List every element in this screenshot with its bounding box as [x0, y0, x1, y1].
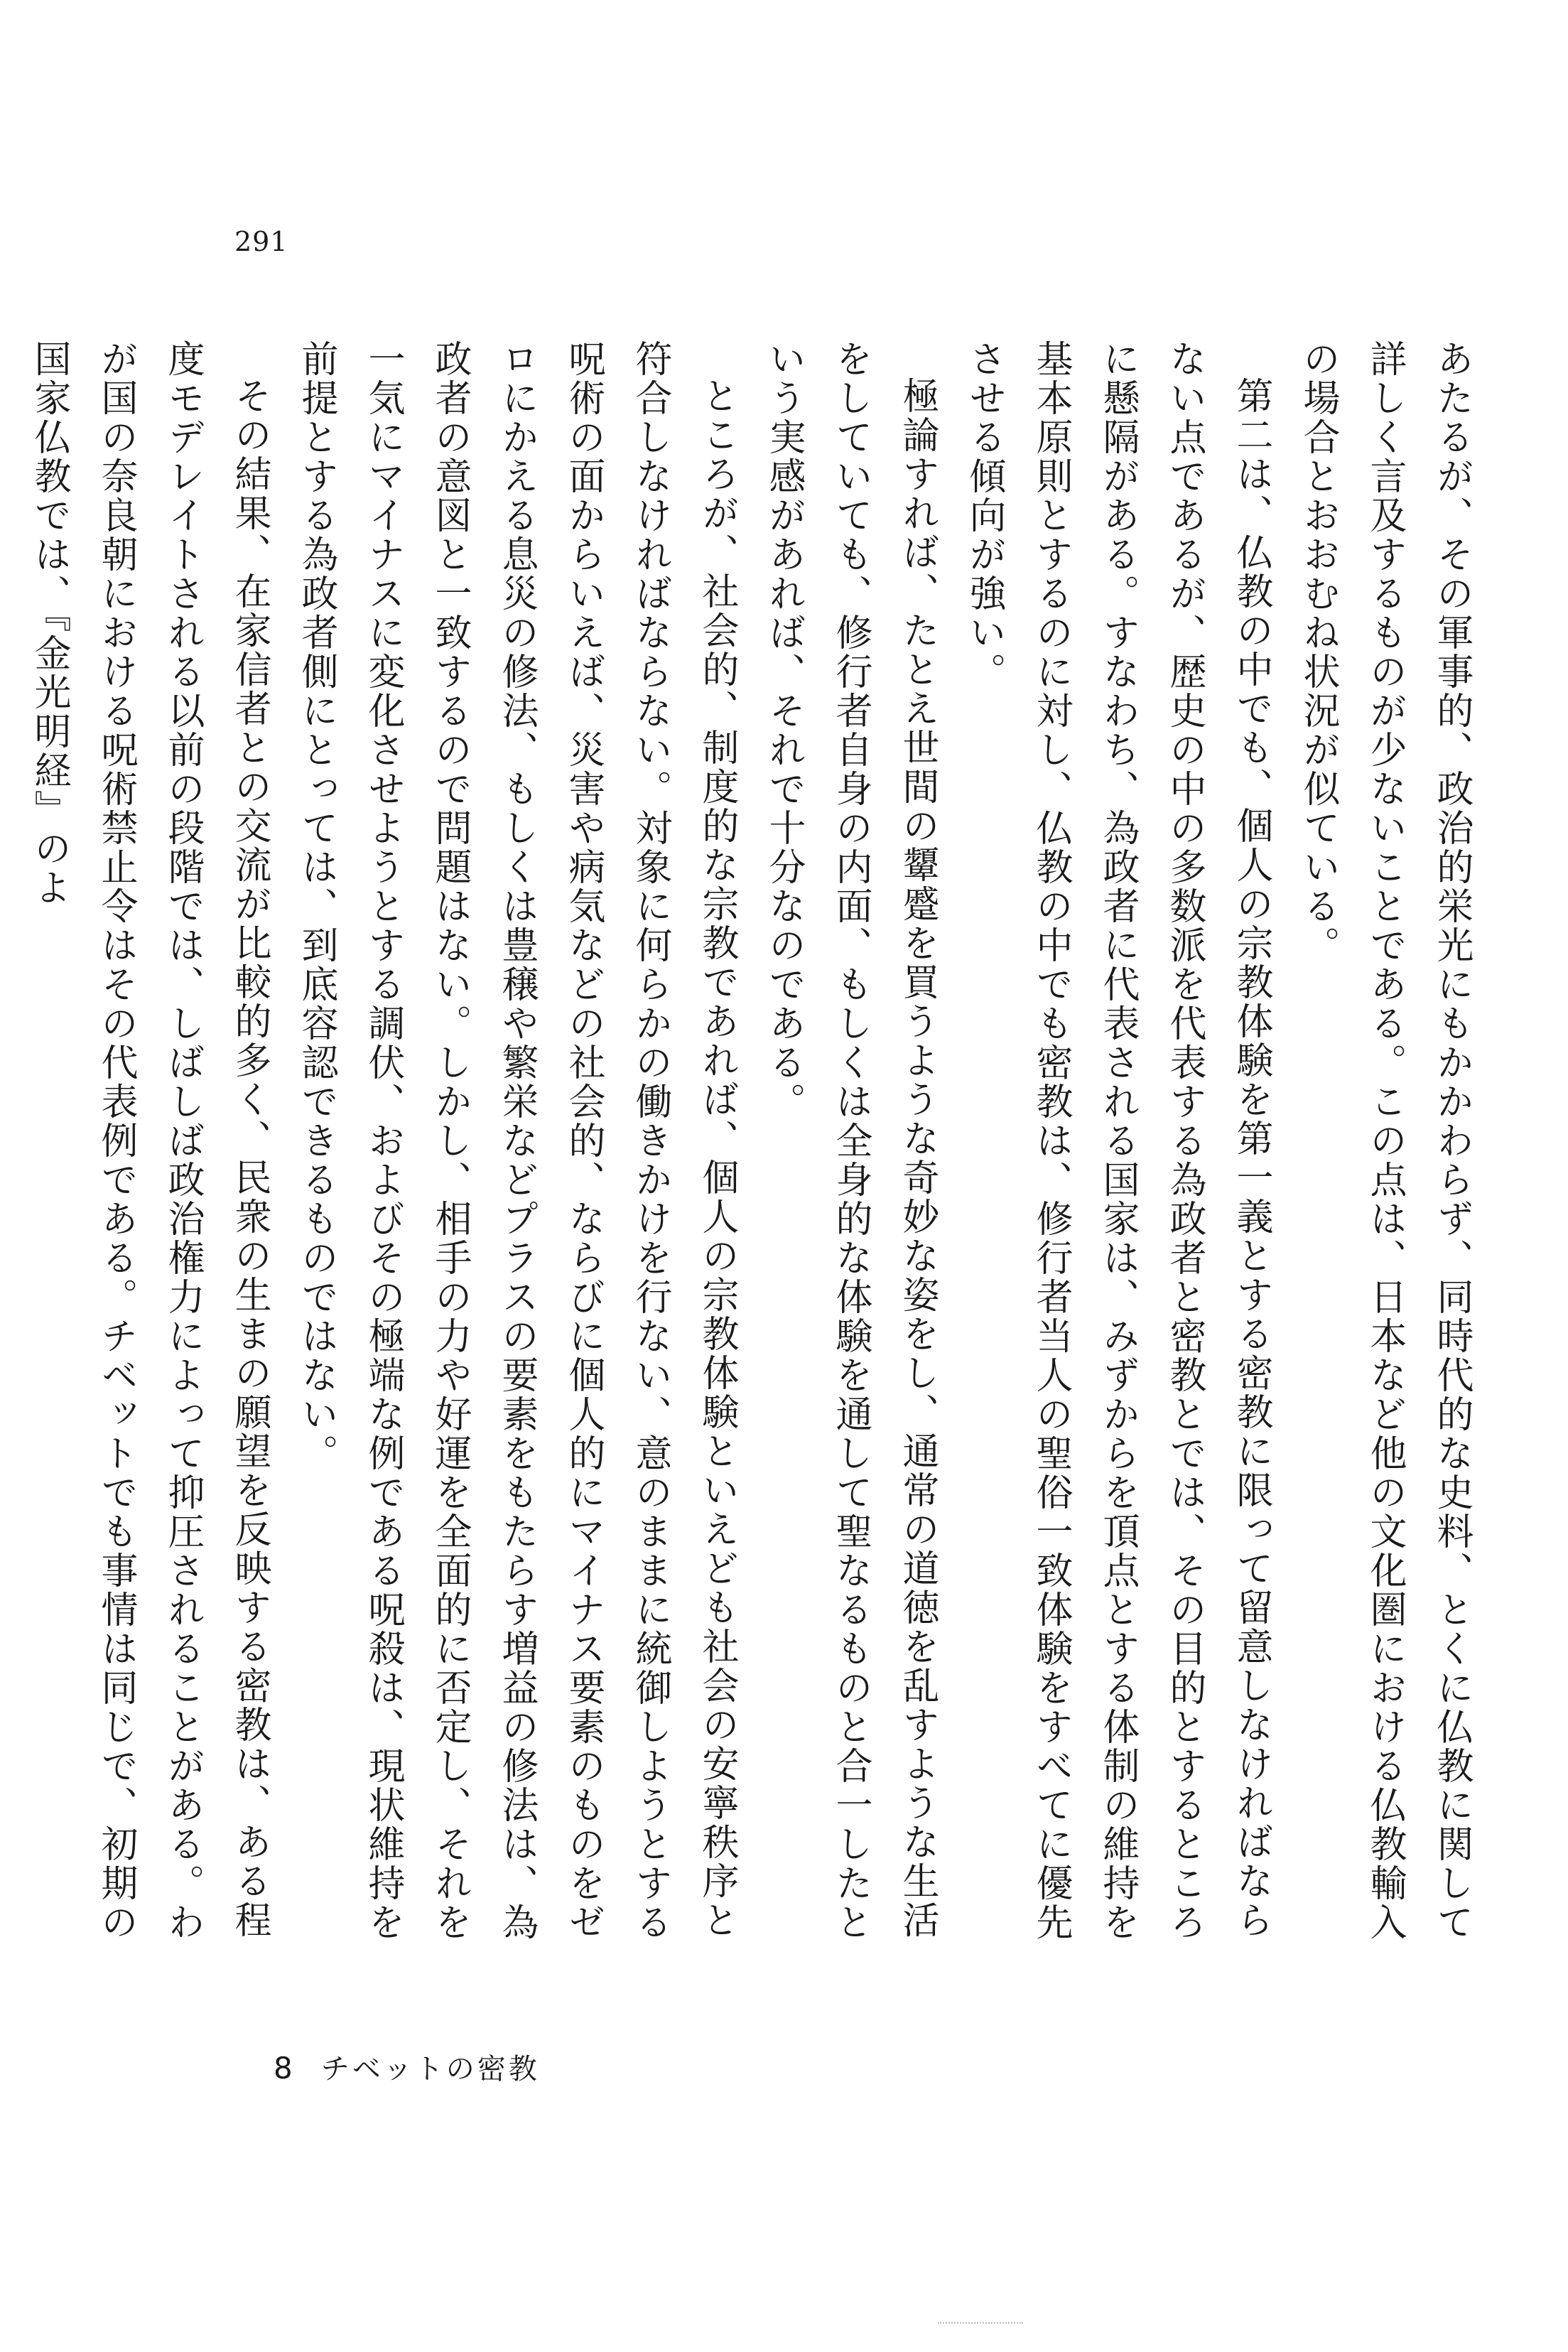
paragraph-3: 極論すれば、たとえ世間の顰蹙を買うような奇妙な姿をし、通常の道徳を乱すような生活をしていても、修行者自身の内面、もしくは全身的な体験を通して聖なるものと合一したという実感があれば、それで十分なのである。 — [762, 340, 939, 1942]
page-number: 291 — [234, 226, 288, 257]
running-footer — [274, 2046, 540, 2087]
scan-artifact — [938, 2322, 1023, 2326]
chapter-title: チベットの密教 — [320, 2053, 540, 2086]
paragraph-4: ところが、社会的、制度的な宗教であれば、個人の宗教体験といえども社会の安寧秩序と符合しなければならない。対象に何らかの働きかけを行ない、意のままに統御しようとする呪術の面からいえば、災害や病気などの社会的、ならびに個人的にマイナス要素のものをゼロにかえる息災の修法、もしくは豊穣や繁栄などプラスの要素をもたらす増益の修法は、為政者の意図と一致するので問題はない。しかし、相手の力や好運を全面的に否定し、それを一気にマイナスに変化させようとする調伏、およびその極端な例である呪殺は、現状維持を前提とする為政者側にとっては、到底容認できるものではない。 — [295, 340, 738, 1942]
body-text — [28, 340, 1485, 1974]
paragraph-1: あたるが、その軍事的、政治的栄光にもかかわらず、同時代的な史料、とくに仏教に関して詳しく言及するものが少ないことである。この点は、日本など他の文化圏における仏教輸入の場合とおおむね状況が似ている。 — [1297, 340, 1473, 1942]
chapter-number: 8 — [274, 2051, 293, 2086]
paragraph-5: その結果、在家信者との交流が比較的多く、民衆の生まの願望を反映する密教は、ある程度モデレイトされる以前の段階では、しばしば政治権力によって抑圧されることがある。わが国の奈良朝における呪術禁止令はその代表例である。チベットでも事情は同じで、初期の国家仏教では、『金光明経』のよ — [28, 340, 271, 1942]
paragraph-2: 第二は、仏教の中でも、個人の宗教体験を第一義とする密教に限って留意しなければならない点であるが、歴史の中の多数派を代表する為政者と密教とでは、その目的とするところに懸隔がある。すなわち、為政者に代表される国家は、みずからを頂点とする体制の維持を基本原則とするのに対し、仏教の中でも密教は、修行者当人の聖俗一致体験をすべてに優先させる傾向が強い。 — [963, 340, 1272, 1942]
